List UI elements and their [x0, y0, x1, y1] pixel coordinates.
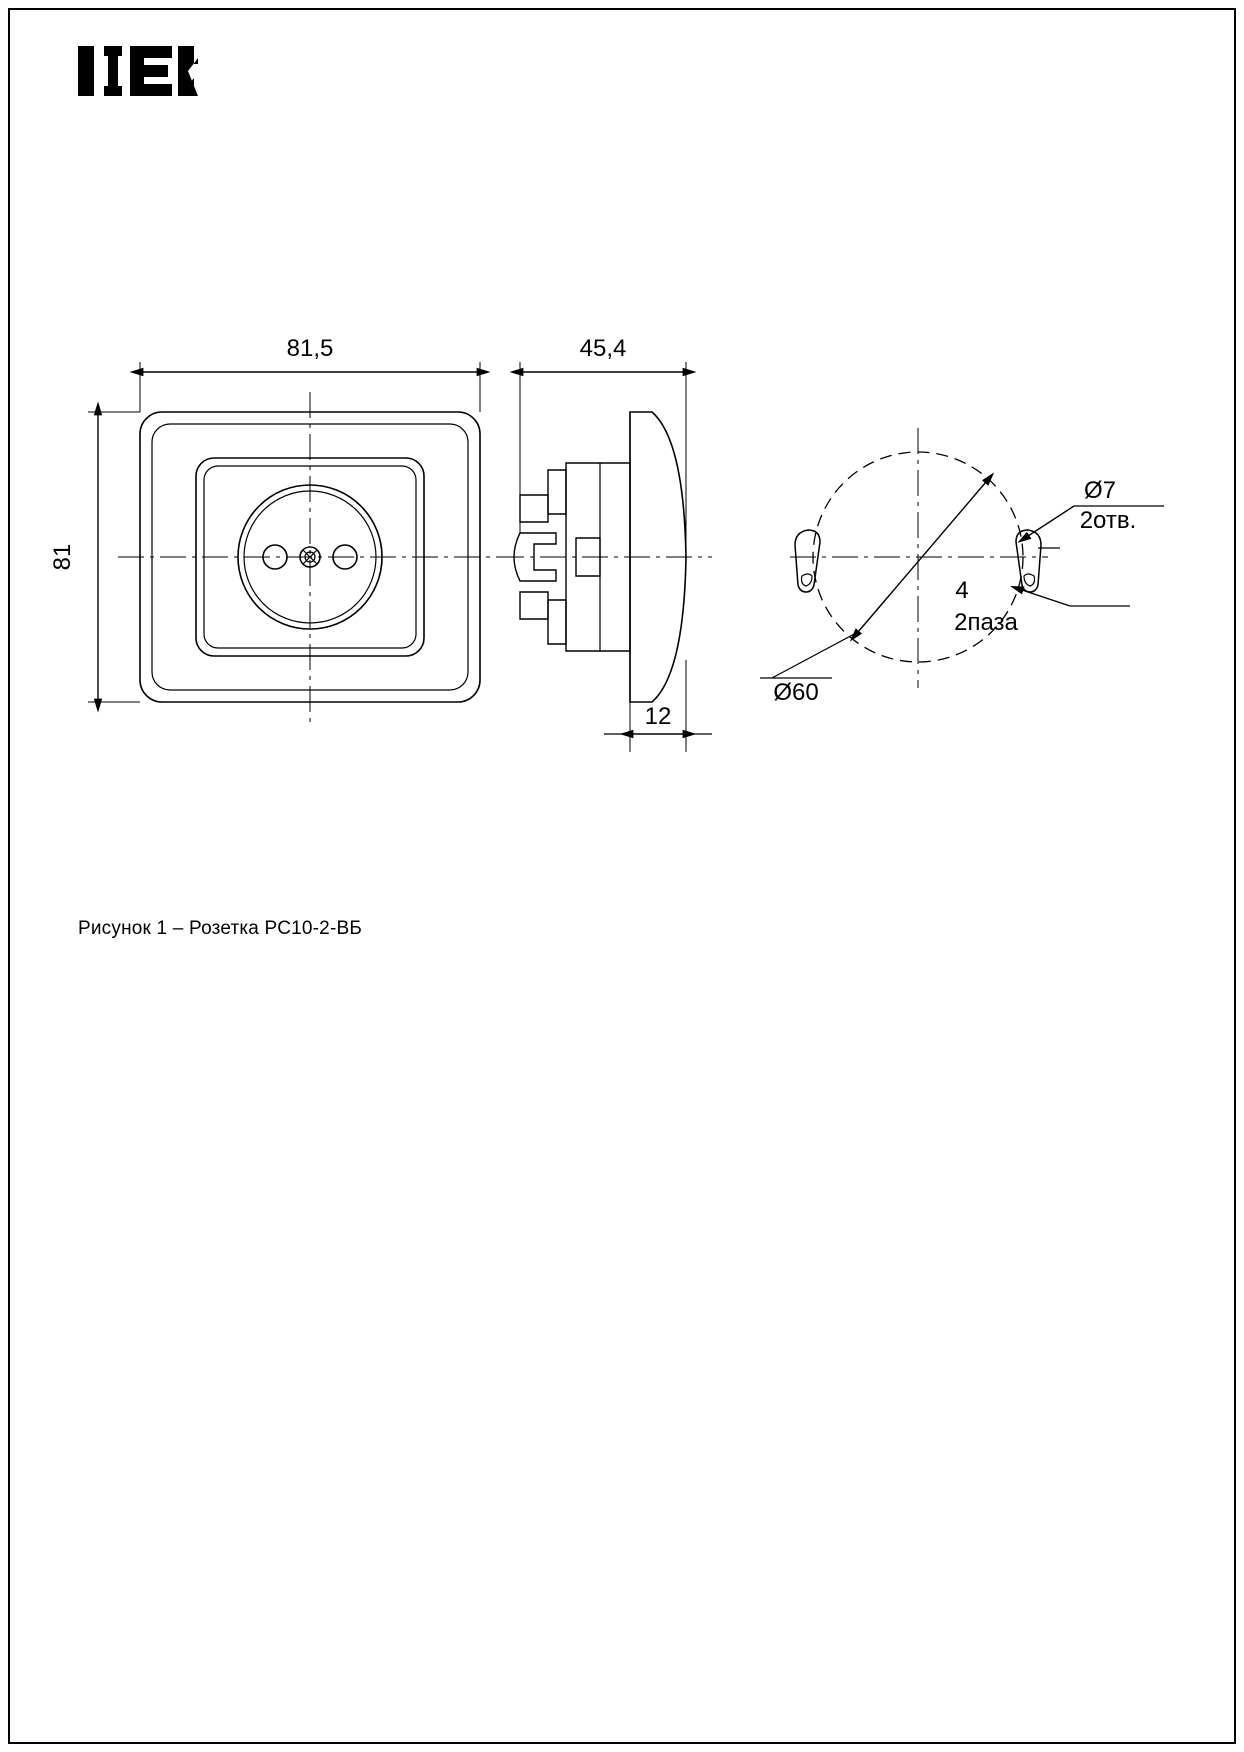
dim-slot-count-label: 2паза	[954, 609, 1018, 636]
dimension-side-depth	[520, 362, 686, 557]
page-border	[8, 8, 1236, 1744]
iek-logo	[78, 38, 198, 104]
dim-front-width-label: 81,5	[286, 335, 334, 362]
dim-hole-count-label: 2отв.	[1079, 507, 1137, 534]
dim-hole-dia-label: Ø7	[1083, 477, 1117, 504]
dim-front-height-label: 81	[49, 543, 76, 571]
dim-side-flange-label: 12	[644, 703, 672, 730]
dim-side-depth-label: 45,4	[579, 335, 627, 362]
side-view	[498, 412, 712, 702]
mounting-box-view	[760, 428, 1164, 688]
dim-slot-width-label: 4	[955, 577, 969, 604]
figure-caption: Рисунок 1 – Розетка РС10-2-ВБ	[78, 918, 363, 939]
front-view	[118, 392, 502, 722]
dim-circle-dia-label: Ø60	[773, 679, 819, 706]
technical-drawing	[0, 300, 1244, 820]
